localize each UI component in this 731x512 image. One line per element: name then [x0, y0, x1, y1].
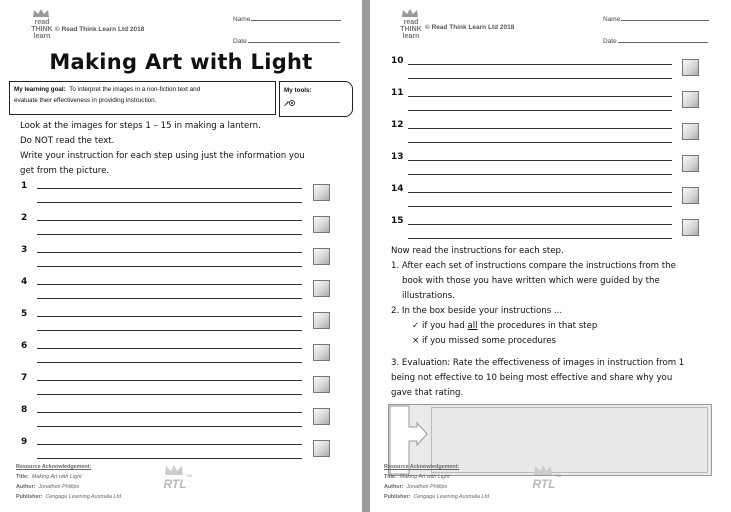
check-box[interactable] — [682, 59, 699, 76]
ack-publisher-value: Cengage Learning Australia Ltd — [45, 494, 121, 500]
tick-text-rest: the procedures in that step — [477, 321, 598, 331]
cross-criterion — [391, 334, 684, 349]
instruction-line-2: Do NOT read the text. — [20, 136, 115, 146]
answer-line[interactable] — [37, 444, 302, 445]
rtl-trademark: TM — [555, 473, 561, 478]
answer-line[interactable] — [408, 128, 672, 129]
answer-line[interactable] — [37, 234, 302, 235]
step-number: 12 — [391, 120, 404, 130]
ack-author-label: Author: — [384, 484, 404, 490]
answer-line[interactable] — [37, 394, 302, 395]
step-number: 7 — [21, 373, 28, 383]
ack-author-label: Author: — [16, 484, 36, 490]
rtl-logo — [158, 464, 192, 498]
worksheet-page-2 — [370, 0, 731, 512]
rtl-logo-text: RTL — [163, 477, 187, 491]
ack-title-label: Title: — [16, 474, 29, 480]
answer-line[interactable] — [37, 266, 302, 267]
check-box[interactable] — [313, 376, 330, 393]
logo-word-read: read — [34, 19, 50, 26]
para-compare-line-3: illustrations. — [402, 291, 455, 301]
check-box[interactable] — [682, 187, 699, 204]
rtl-trademark: TM — [186, 473, 192, 478]
answer-line[interactable] — [37, 330, 302, 331]
step-number: 13 — [391, 152, 404, 162]
answer-line[interactable] — [408, 110, 672, 111]
tools-box — [279, 81, 353, 117]
answer-line[interactable] — [37, 284, 302, 285]
check-box[interactable] — [313, 216, 330, 233]
answer-line[interactable] — [37, 252, 302, 253]
para-compare-line-2: book with those you have written which were guided by the — [402, 276, 660, 286]
answer-line[interactable] — [37, 412, 302, 413]
step-number: 6 — [21, 341, 28, 351]
cross-text: if you missed some procedures — [421, 336, 556, 346]
answer-line[interactable] — [37, 220, 302, 221]
goal-text-line-2: evaluate their effectiveness in providing instruction. — [14, 97, 157, 104]
answer-line[interactable] — [408, 238, 672, 239]
page-title: Making Art with Light — [49, 50, 313, 74]
para-read-instructions: Now read the instructions for each step. — [391, 246, 564, 256]
goal-text-line-1: To interpret the images in a non-fiction text and — [69, 86, 201, 93]
answer-line[interactable] — [408, 142, 672, 143]
answer-line[interactable] — [37, 348, 302, 349]
step-number: 1 — [21, 181, 28, 191]
read-think-learn-logo — [397, 8, 425, 46]
resource-acknowledgement — [384, 462, 489, 502]
date-label: Date — [603, 38, 617, 45]
ack-heading: Resource Acknowledgement: — [16, 464, 92, 470]
crown-icon — [32, 8, 50, 18]
copyright-text: © Read Think Learn Ltd 2018 — [55, 26, 145, 33]
check-box[interactable] — [682, 219, 699, 236]
rtl-logo — [527, 464, 561, 498]
check-box[interactable] — [313, 184, 330, 201]
crown-icon — [164, 464, 184, 476]
answer-line[interactable] — [408, 78, 672, 79]
ack-publisher-label: Publisher: — [384, 494, 411, 500]
read-think-learn-logo — [28, 8, 56, 46]
check-box[interactable] — [682, 91, 699, 108]
ack-author-value: Jonathon Phillips — [38, 484, 80, 490]
para-evaluation-line-2: being not effective to 10 being most effective and share why you — [391, 373, 673, 383]
copyright-text: © Read Think Learn Ltd 2018 — [425, 24, 515, 31]
name-label: Name — [603, 16, 621, 23]
logo-word-think: THINK — [31, 26, 53, 33]
goal-label: My learning goal: — [14, 86, 66, 93]
tick-criterion — [391, 319, 684, 334]
ack-heading: Resource Acknowledgement: — [384, 464, 460, 470]
cross-icon: × — [412, 336, 420, 346]
crown-icon — [401, 8, 419, 18]
date-field[interactable] — [603, 36, 708, 45]
check-box[interactable] — [313, 312, 330, 329]
answer-line[interactable] — [37, 426, 302, 427]
step-number: 9 — [21, 437, 28, 447]
logo-word-read: read — [403, 19, 419, 26]
follow-up-instructions — [391, 244, 684, 401]
check-box[interactable] — [682, 123, 699, 140]
check-box[interactable] — [313, 408, 330, 425]
date-label: Date — [233, 38, 247, 45]
answer-line[interactable] — [408, 192, 672, 193]
logo-word-learn: learn — [402, 33, 420, 40]
step-number: 14 — [391, 184, 404, 194]
para-evaluation-line-3: gave that rating. — [391, 388, 464, 398]
name-field[interactable] — [233, 14, 341, 23]
ack-publisher-label: Publisher: — [16, 494, 43, 500]
instructions — [20, 119, 305, 179]
step-number: 2 — [21, 213, 28, 223]
worksheet-page-1 — [0, 0, 362, 512]
name-field[interactable] — [603, 14, 709, 23]
step-number: 10 — [391, 56, 404, 66]
ack-publisher-value: Cengage Learning Australia Ltd — [413, 494, 489, 500]
date-field[interactable] — [233, 36, 340, 45]
instruction-line-3: Write your instruction for each step using just the information you — [20, 151, 305, 161]
logo-word-learn: learn — [33, 33, 51, 40]
crown-icon — [533, 464, 553, 476]
instruction-line-1: Look at the images for steps 1 – 15 in making a lantern. — [20, 121, 261, 131]
answer-line[interactable] — [37, 458, 302, 459]
tools-label: My tools: — [284, 87, 312, 94]
logo-word-think: THINK — [400, 26, 422, 33]
check-box[interactable] — [313, 280, 330, 297]
rtl-logo-text: RTL — [532, 477, 556, 491]
answer-line[interactable] — [37, 362, 302, 363]
pencil-eye-icon — [283, 98, 297, 107]
answer-line[interactable] — [408, 224, 672, 225]
answer-line[interactable] — [37, 202, 302, 203]
step-number: 8 — [21, 405, 28, 415]
para-evaluation-line-1: 3. Evaluation: Rate the effectiveness of images in instruction from 1 — [391, 358, 685, 368]
check-box[interactable] — [313, 344, 330, 361]
answer-line[interactable] — [37, 188, 302, 189]
check-box[interactable] — [313, 248, 330, 265]
resource-acknowledgement — [16, 462, 121, 502]
step-number: 3 — [21, 245, 28, 255]
answer-line[interactable] — [37, 298, 302, 299]
step-number: 4 — [21, 277, 28, 287]
answer-line[interactable] — [408, 174, 672, 175]
tick-text: if you had — [421, 321, 468, 331]
name-label: Name — [233, 16, 251, 23]
tick-text-all: all — [467, 321, 478, 331]
step-number: 5 — [21, 309, 28, 319]
answer-line[interactable] — [408, 160, 672, 161]
answer-line[interactable] — [408, 206, 672, 207]
tick-icon: ✓ — [412, 321, 420, 331]
ack-title-label: Title: — [384, 474, 397, 480]
ack-author-value: Jonathon Phillips — [406, 484, 448, 490]
check-box[interactable] — [682, 155, 699, 172]
para-compare-line-1: 1. After each set of instructions compare the instructions from the — [391, 261, 676, 271]
step-number: 15 — [391, 216, 404, 226]
answer-line[interactable] — [408, 96, 672, 97]
learning-goal-box — [9, 81, 276, 115]
answer-line[interactable] — [37, 316, 302, 317]
answer-line[interactable] — [37, 380, 302, 381]
check-box[interactable] — [313, 440, 330, 457]
step-number: 11 — [391, 88, 404, 98]
instruction-line-4: get from the picture. — [20, 166, 110, 176]
para-box-beside: 2. In the box beside your instructions ... — [391, 306, 563, 316]
answer-line[interactable] — [408, 64, 672, 65]
ack-title-value: Making Art with Light — [31, 474, 82, 480]
ack-title-value: Making Art with Light — [399, 474, 450, 480]
